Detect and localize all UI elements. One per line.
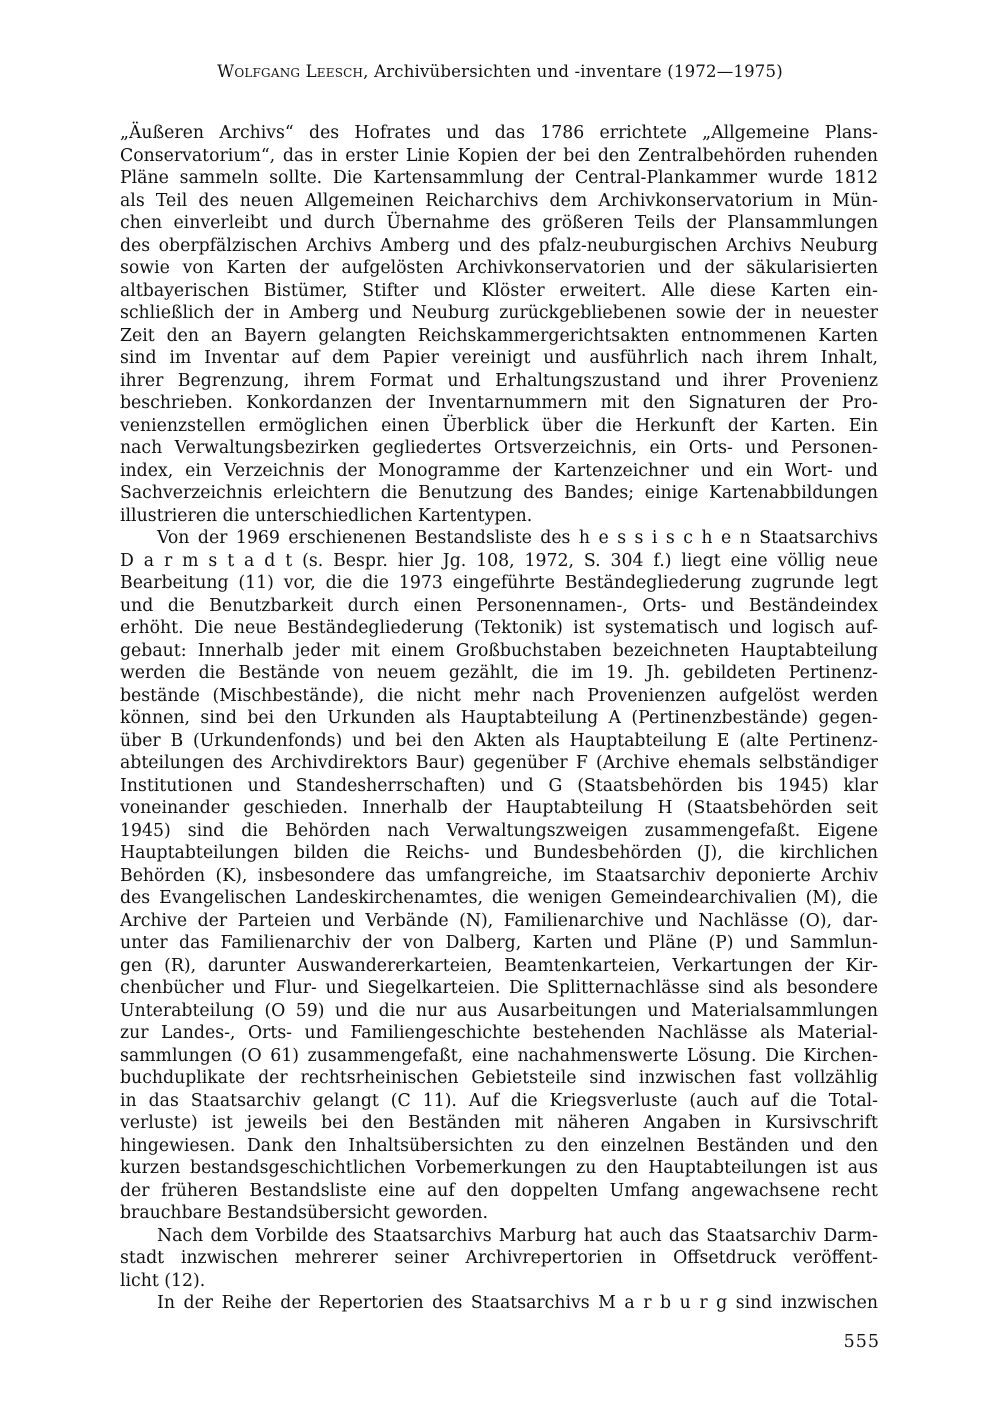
- text-line: bestände (Mischbestände), die nicht mehr nach Provenienzen aufgelöst werden: [120, 685, 878, 706]
- text-line: chenbücher und Flur- und Siegelkarteien. Die Splitternachlässe sind als besondere: [120, 978, 878, 998]
- text-line: über B (Urkundenfonds) und bei den Akten als Hauptabteilung E (alte Pertinenz-: [120, 730, 878, 751]
- text-line: index, ein Verzeichnis der Monogramme der Kartenzeichner und ein Wort- und: [120, 460, 878, 481]
- text-line: ihrer Begrenzung, ihrem Format und Erhaltungszustand und ihrer Provenienz: [120, 370, 878, 391]
- text-line: illustrieren die unterschiedlichen Kartentypen.: [120, 505, 533, 526]
- text-line: nach Verwaltungsbezirken gegliedertes Ortsverzeichnis, ein Orts- und Personen-: [120, 438, 878, 458]
- text-line: Hauptabteilungen bilden die Reichs- und Bundesbehörden (J), die kirchlichen: [120, 843, 878, 863]
- text-line: Behörden (K), insbesondere das umfangreiche, im Staatsarchiv deponierte Archiv: [120, 865, 878, 886]
- text-line: Nach dem Vorbilde des Staatsarchivs Marburg hat auch das Staatsarchiv Darm-: [157, 1225, 878, 1246]
- text-line: „Äußeren Archivs“ des Hofrates und das 1786 errichtete „Allgemeine Plans-: [120, 123, 878, 143]
- text-line: D a r m s t a d t (s. Bespr. hier Jg. 108, 1972, S. 304 f.) liegt eine völlig neue: [120, 550, 878, 571]
- text-line: Conservatorium“, das in erster Linie Kopien der bei den Zentralbehörden ruhenden: [120, 145, 878, 166]
- text-line: können, sind bei den Urkunden als Hauptabteilung A (Pertinenzbestände) gegen-: [120, 708, 878, 728]
- text-line: gebaut: Innerhalb jeder mit einem Großbuchstaben bezeichneten Hauptabteilung: [120, 640, 878, 661]
- running-head-title: Archivübersichten und -inventare (1972—1975): [374, 62, 783, 81]
- text-line: venienzstellen ermöglichen einen Überblick über die Herkunft der Karten. Ein: [120, 415, 878, 436]
- text-line: buchduplikate der rechtsrheinischen Gebietsteile sind inzwischen fast vollzählig: [120, 1068, 878, 1088]
- text-line: verluste) ist jeweils bei den Beständen mit näheren Angaben in Kursivschrift: [120, 1113, 878, 1133]
- body-text: [120, 122, 878, 1315]
- page-number: 555: [843, 1332, 880, 1352]
- text-line: Zeit den an Bayern gelangten Reichskammergerichtsakten entnommenen Karten: [120, 325, 878, 346]
- text-line: kurzen bestandsgeschichtlichen Vorbemerkungen zu den Hauptabteilungen ist aus: [120, 1158, 878, 1178]
- running-head: [120, 62, 880, 81]
- text-line: Unterabteilung (O 59) und die nur aus Ausarbeitungen und Materialsammlungen: [120, 1000, 878, 1021]
- text-line: schließlich der in Amberg und Neuburg zurückgebliebenen sowie der in neuester: [120, 303, 878, 323]
- text-line: sammlungen (O 61) zusammengefaßt, eine nachahmenswerte Lösung. Die Kirchen-: [120, 1045, 878, 1066]
- text-line: zur Landes-, Orts- und Familiengeschichte bestehenden Nachlässe als Material-: [120, 1023, 878, 1043]
- text-line: Pläne sammeln sollte. Die Kartensammlung der Central-Plankammer wurde 1812: [120, 168, 878, 188]
- text-line: stadt inzwischen mehrerer seiner Archivrepertorien in Offsetdruck veröffent-: [120, 1248, 878, 1268]
- text-line: sowie von Karten der aufgelösten Archivkonservatorien und der säkularisierten: [120, 258, 878, 278]
- text-line: hingewiesen. Dank den Inhaltsübersichten zu den einzelnen Beständen und den: [120, 1135, 878, 1156]
- text-line: voneinander geschieden. Innerhalb der Hauptabteilung H (Staatsbehörden seit: [120, 798, 878, 818]
- text-line: erhöht. Die neue Beständegliederung (Tektonik) ist systematisch und logisch auf-: [120, 618, 878, 638]
- text-line: Institutionen und Standesherrschaften) und G (Staatsbehörden bis 1945) klar: [120, 775, 878, 796]
- text-line: abteilungen des Archivdirektors Baur) gegenüber F (Archive ehemals selbständiger: [120, 753, 878, 773]
- text-line: licht (12).: [120, 1270, 206, 1291]
- text-line: In der Reihe der Repertorien des Staatsarchivs M a r b u r g sind inzwischen: [157, 1293, 878, 1313]
- text-line: 1945) sind die Behörden nach Verwaltungszweigen zusammengefaßt. Eigene: [120, 820, 878, 841]
- text-line: sind im Inventar auf dem Papier vereinigt und ausführlich nach ihrem Inhalt,: [120, 348, 878, 368]
- text-line: Sachverzeichnis erleichtern die Benutzung des Bandes; einige Kartenabbildungen: [120, 483, 878, 503]
- running-head-author: Wolfgang Leesch,: [217, 62, 369, 81]
- text-line: als Teil des neuen Allgemeinen Reicharchivs dem Archivkonservatorium in Mün-: [120, 190, 878, 211]
- text-line: brauchbare Bestandsübersicht geworden.: [120, 1203, 488, 1223]
- text-line: und die Benutzbarkeit durch einen Personennamen-, Orts- und Beständeindex: [120, 595, 878, 616]
- text-line: unter das Familienarchiv der von Dalberg, Karten und Pläne (P) und Sammlun-: [120, 933, 878, 953]
- text-line: der früheren Bestandsliste eine auf den doppelten Umfang angewachsene recht: [120, 1180, 878, 1201]
- text-line: altbayerischen Bistümer, Stifter und Klöster erweitert. Alle diese Karten ein-: [120, 280, 878, 301]
- text-line: Bearbeitung (11) vor, die die 1973 eingeführte Beständegliederung zugrunde legt: [120, 573, 878, 593]
- text-line: gen (R), darunter Auswandererkarteien, Beamtenkarteien, Verkartungen der Kir-: [120, 955, 878, 976]
- text-line: des Evangelischen Landeskirchenamtes, die wenigen Gemeindearchivalien (M), die: [120, 888, 878, 908]
- text-line: beschrieben. Konkordanzen der Inventarnummern mit den Signaturen der Pro-: [120, 393, 878, 413]
- text-line: in das Staatsarchiv gelangt (C 11). Auf die Kriegsverluste (auch auf die Total-: [120, 1090, 878, 1111]
- text-line: des oberpfälzischen Archivs Amberg und des pfalz-neuburgischen Archivs Neuburg: [120, 235, 878, 256]
- text-line: Archive der Parteien und Verbände (N), Familienarchive und Nachlässe (O), dar-: [120, 910, 878, 931]
- text-line: Von der 1969 erschienenen Bestandsliste des h e s s i s c h e n Staatsarchivs: [157, 528, 878, 548]
- text-line: chen einverleibt und durch Übernahme des größeren Teils der Plansammlungen: [120, 213, 878, 233]
- text-line: werden die Bestände von neuem gezählt, die im 19. Jh. gebildeten Pertinenz-: [120, 663, 878, 683]
